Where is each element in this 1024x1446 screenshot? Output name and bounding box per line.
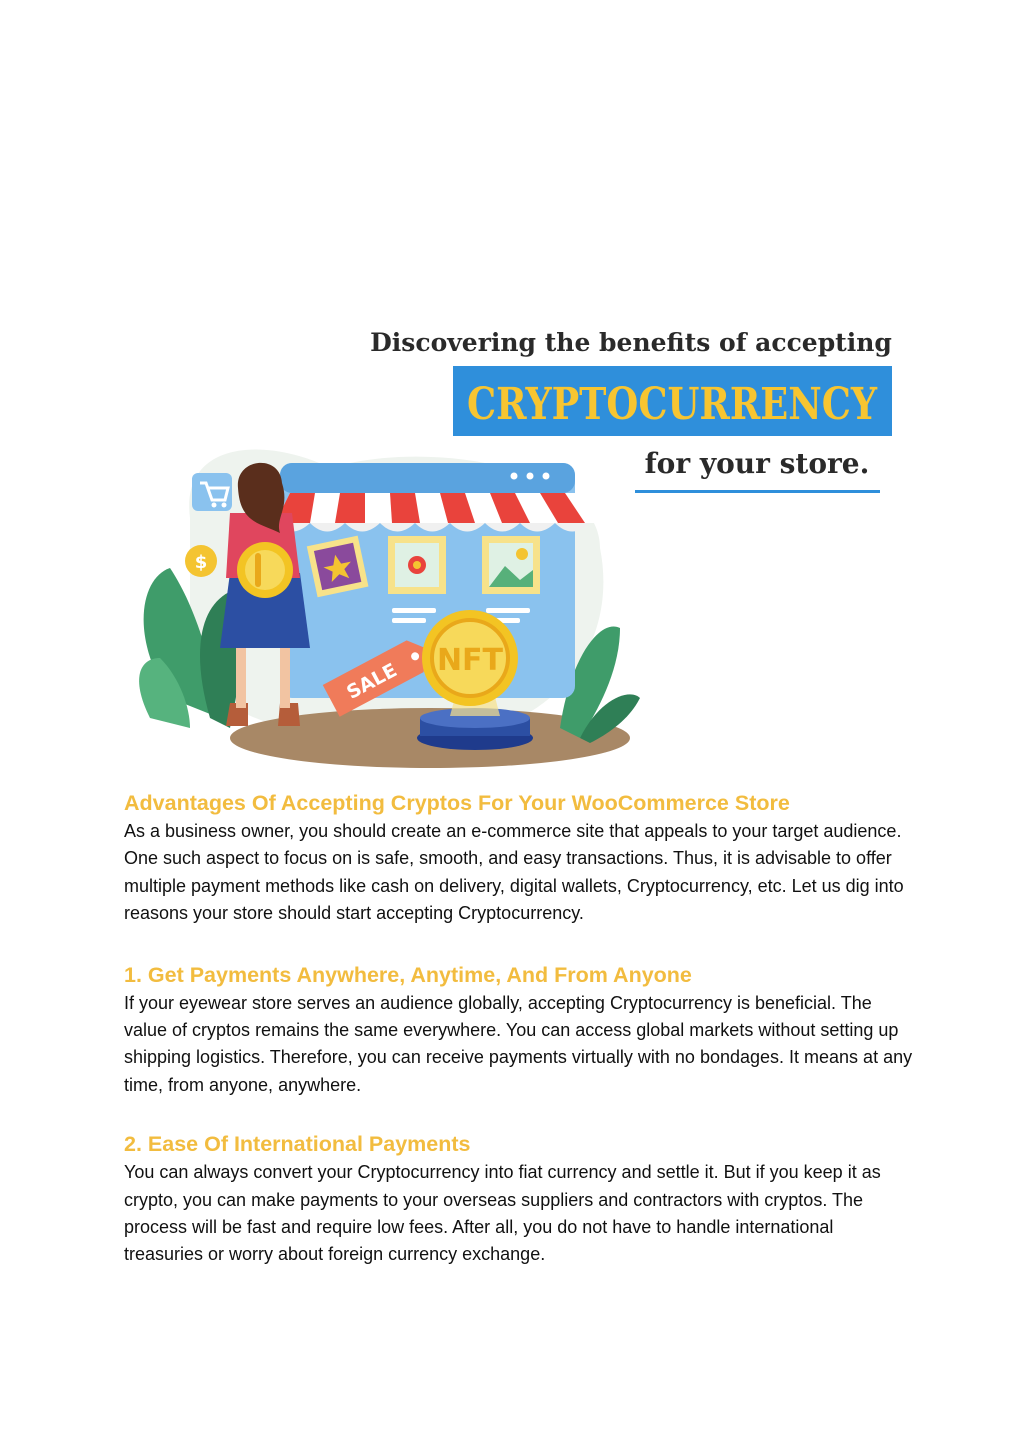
- window-dot-icon: [543, 473, 550, 480]
- hero-illustration: [130, 318, 900, 778]
- article-section: [124, 960, 914, 1100]
- svg-text:$: $: [194, 552, 208, 573]
- section-body: You can always convert your Cryptocurrency into fiat currency and settle it. But if you keep it as crypto, you can make payments to your overseas suppliers and contractors with cryptos. The process will be fast and require low fees. After all, you do not have to handle international treasuries or worry about foreign currency exchange.: [124, 1162, 881, 1265]
- awning: [275, 493, 600, 532]
- hero-title-underline: [635, 490, 880, 493]
- article-section: [124, 1129, 914, 1269]
- cart-bubble-icon: [192, 473, 232, 511]
- section-heading: Advantages Of Accepting Cryptos For Your WooCommerce Store: [124, 791, 790, 815]
- article: [124, 788, 914, 1269]
- hero-title-line1: Discovering the benefits of accepting: [370, 328, 892, 357]
- section-body: As a business owner, you should create an e-commerce site that appeals to your target audience. One such aspect to focus on is safe, smooth, and easy transactions. Thus, it is advisable to offer multiple payment methods like cash on delivery, digital wallets, Cryptocurrency, etc. Let us dig into reasons your store should start accepting Cryptocurrency.: [124, 821, 904, 924]
- article-section: [124, 788, 914, 928]
- product-landscape-icon: [482, 536, 540, 594]
- product-flower-icon: [388, 536, 446, 594]
- section-heading: 2. Ease Of International Payments: [124, 1132, 471, 1157]
- section-body: If your eyewear store serves an audience globally, accepting Cryptocurrency is beneficial. The value of cryptos remains the same everywhere. You can access global markets without setting up shipping logistics. Therefore, you can receive payments virtually with no bondages. It means at any time, from anyone, anywhere.: [124, 992, 913, 1095]
- product-star-icon: [307, 536, 369, 598]
- window-dot-icon: [527, 473, 534, 480]
- svg-text:SALE: SALE: [343, 659, 401, 704]
- hero-title-highlight: CRYPTOCURRENCY: [467, 379, 878, 430]
- window-dot-icon: [511, 473, 518, 480]
- hero-title-line3: for your store.: [644, 447, 870, 480]
- dollar-bubble-icon: [185, 545, 217, 577]
- svg-text:NFT: NFT: [436, 643, 504, 678]
- gold-coin-icon: [237, 542, 293, 598]
- section-heading: 1. Get Payments Anywhere, Anytime, And From Anyone: [124, 962, 692, 987]
